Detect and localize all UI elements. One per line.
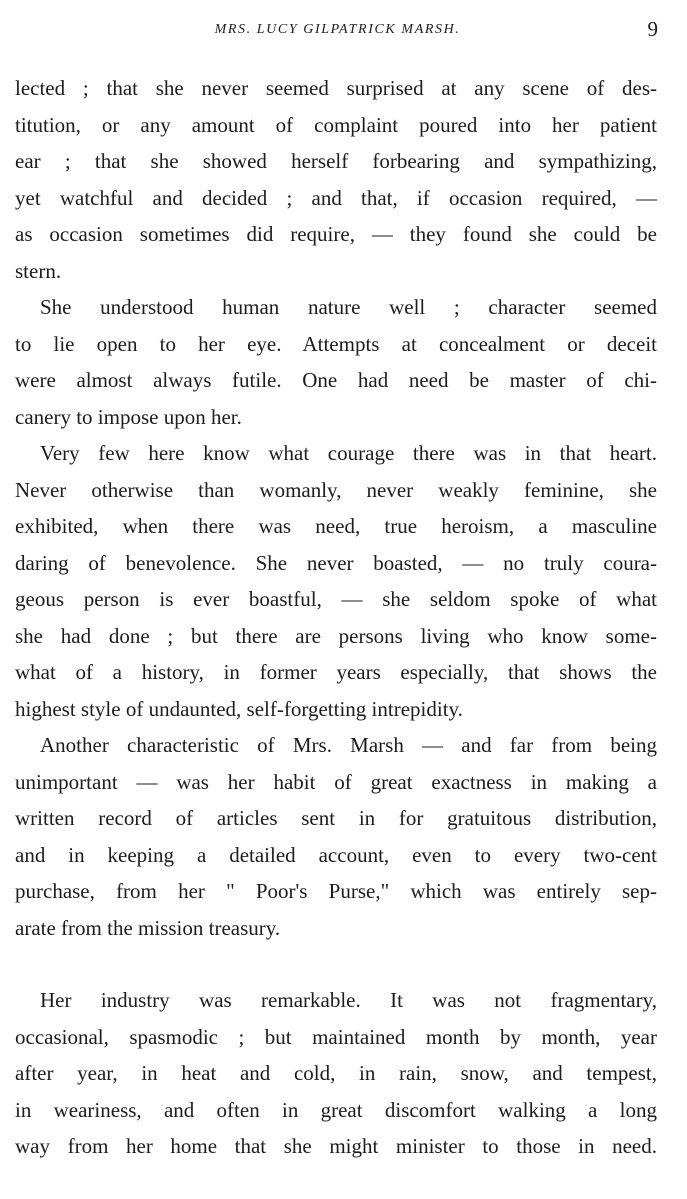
text-line: Her industry was remarkable. It was not fragmentary,	[40, 988, 657, 1012]
text-line: She understood human nature well ; character seemed	[40, 295, 657, 319]
text-line: canery to impose upon her.	[15, 404, 242, 429]
text-line: she had done ; but there are persons living who know some-	[15, 623, 657, 648]
text-line: to lie open to her eye. Attempts at concealment or deceit	[15, 331, 657, 356]
text-line: yet watchful and decided ; and that, if occasion required, —	[15, 185, 657, 210]
text-line: what of a history, in former years especially, that shows the	[15, 660, 657, 684]
body-text	[15, 70, 657, 1165]
text-line: arate from the mission treasury.	[15, 915, 281, 940]
paragraph-human-nature	[15, 289, 657, 435]
text-line: Very few here know what courage there was in that heart.	[40, 441, 657, 465]
text-line: lected ; that she never seemed surprised at any scene of des-	[15, 76, 657, 100]
text-line: Another characteristic of Mrs. Marsh — and far from being	[40, 733, 657, 757]
text-line: Never otherwise than womanly, never weakly feminine, she	[15, 477, 657, 502]
text-line: in weariness, and often in great discomfort walking a long	[15, 1097, 657, 1122]
paragraph-exactness	[15, 727, 657, 946]
paragraph-industry	[15, 982, 657, 1165]
text-line: daring of benevolence. She never boasted, — no truly coura-	[15, 550, 657, 575]
text-line: as occasion sometimes did require, — they found she could be	[15, 222, 657, 246]
text-line: were almost always futile. One had need be master of chi-	[15, 368, 657, 392]
running-title: MRS. LUCY GILPATRICK MARSH.	[214, 22, 461, 37]
text-line: way from her home that she might minister to those in need.	[15, 1134, 657, 1158]
text-line: geous person is ever boastful, — she seldom spoke of what	[15, 587, 657, 611]
text-line: after year, in heat and cold, in rain, snow, and tempest,	[15, 1061, 657, 1085]
text-line: highest style of undaunted, self-forgetting intrepidity.	[15, 696, 463, 721]
text-line: unimportant — was her habit of great exactness in making a	[15, 769, 657, 794]
text-line: ear ; that she showed herself forbearing and sympathizing,	[15, 149, 657, 173]
page-number: 9	[647, 17, 658, 41]
section-gap	[15, 946, 657, 982]
text-line: stern.	[15, 258, 62, 283]
text-line: titution, or any amount of complaint poured into her patient	[15, 112, 657, 137]
paragraph-courage	[15, 435, 657, 727]
text-line: occasional, spasmodic ; but maintained month by month, year	[15, 1024, 657, 1049]
text-line: exhibited, when there was need, true heroism, a masculine	[15, 514, 657, 538]
text-line: and in keeping a detailed account, even to every two-cent	[15, 842, 657, 867]
running-head	[15, 18, 660, 44]
text-line: purchase, from her " Poor's Purse," which was entirely sep-	[15, 879, 657, 903]
paragraph-continued	[15, 70, 657, 289]
text-line: written record of articles sent in for gratuitous distribution,	[15, 806, 657, 830]
